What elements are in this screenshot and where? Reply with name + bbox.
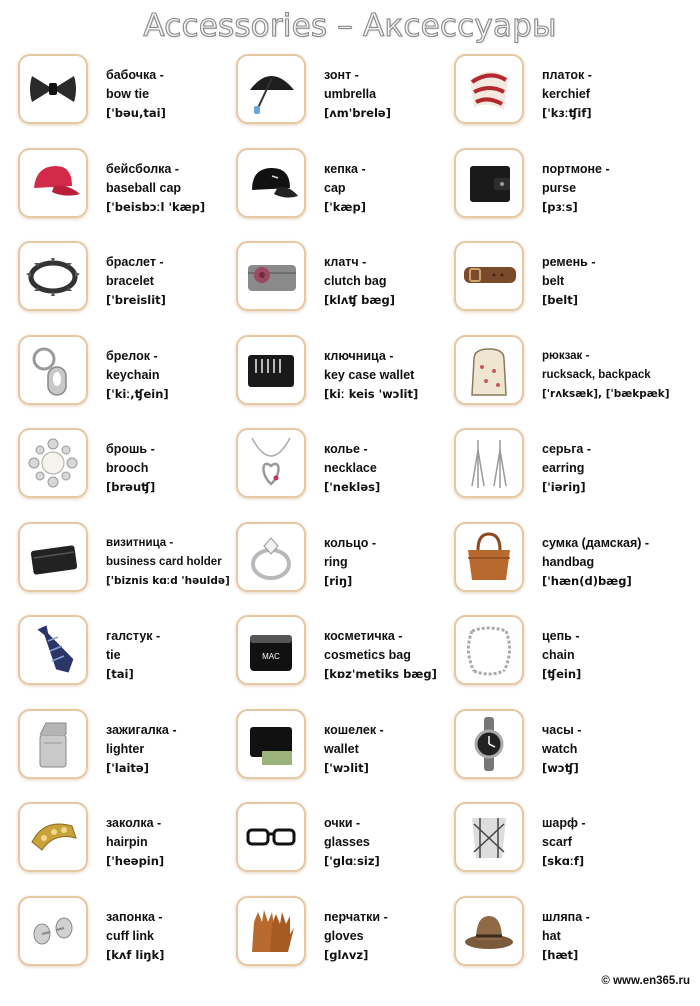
vocab-text bbox=[542, 440, 676, 497]
vocab-text bbox=[106, 66, 240, 123]
english-word: brooch bbox=[106, 461, 149, 475]
english-word: rucksack, backpack bbox=[542, 368, 651, 381]
vocab-item bbox=[454, 522, 672, 616]
vocab-text bbox=[106, 814, 240, 871]
ring-icon bbox=[236, 522, 306, 592]
vocab-item bbox=[236, 896, 454, 990]
english-word: keychain bbox=[106, 367, 160, 382]
transcription: [skɑːf] bbox=[542, 854, 585, 868]
vocab-text bbox=[324, 253, 458, 310]
vocab-text bbox=[324, 66, 458, 123]
svg-text:MAC: MAC bbox=[262, 652, 280, 661]
vocab-item bbox=[236, 428, 454, 522]
vocab-text bbox=[106, 253, 240, 310]
english-word: lighter bbox=[106, 741, 145, 756]
russian-word: колье - bbox=[324, 442, 368, 456]
transcription: ['wɔlit] bbox=[324, 760, 369, 775]
vocab-item bbox=[454, 428, 672, 522]
wallet-icon bbox=[236, 709, 306, 779]
english-word: ring bbox=[324, 554, 348, 569]
transcription: ['heəpin] bbox=[106, 854, 165, 868]
english-word: bow tie bbox=[106, 87, 150, 101]
english-word: belt bbox=[542, 274, 565, 288]
brooch-icon bbox=[18, 428, 88, 498]
vocab-text bbox=[106, 440, 240, 497]
transcription: [tai] bbox=[106, 667, 134, 681]
gloves-icon bbox=[236, 896, 306, 966]
cosmetics-bag-icon bbox=[236, 615, 306, 685]
russian-word: перчатки - bbox=[324, 909, 388, 924]
russian-word: шарф - bbox=[542, 816, 586, 830]
english-word: hat bbox=[542, 928, 561, 943]
vocab-item bbox=[454, 709, 672, 803]
transcription: [brəuʧ] bbox=[106, 480, 156, 494]
english-word: cuff link bbox=[106, 928, 154, 943]
russian-word: ремень - bbox=[542, 255, 596, 269]
kerchief-icon bbox=[454, 54, 524, 124]
vocab-item bbox=[18, 896, 236, 990]
vocab-text bbox=[106, 347, 240, 404]
necklace-icon bbox=[236, 428, 306, 498]
english-word: kerchief bbox=[542, 87, 590, 101]
vocab-item bbox=[454, 54, 672, 148]
purse-icon bbox=[454, 148, 524, 218]
handbag-icon bbox=[454, 522, 524, 592]
vocab-text bbox=[324, 627, 458, 684]
vocab-item bbox=[18, 335, 236, 429]
russian-word: заколка - bbox=[106, 816, 162, 830]
copyright-text: © www.en365.ru bbox=[601, 975, 690, 987]
vocab-item bbox=[236, 522, 454, 616]
russian-word: шляпа - bbox=[542, 909, 590, 924]
russian-word: брошь - bbox=[106, 442, 155, 456]
vocab-item bbox=[18, 709, 236, 803]
glasses-icon bbox=[236, 802, 306, 872]
english-word: glasses bbox=[324, 835, 370, 849]
transcription: ['laitə] bbox=[106, 760, 149, 775]
clutch-bag-icon bbox=[236, 241, 306, 311]
english-word: tie bbox=[106, 648, 121, 662]
vocab-item bbox=[18, 148, 236, 242]
russian-word: серьга - bbox=[542, 442, 592, 456]
english-word: baseball cap bbox=[106, 180, 182, 195]
english-word: business card holder bbox=[106, 555, 222, 568]
english-word: key case wallet bbox=[324, 367, 415, 382]
english-word: cosmetics bag bbox=[324, 648, 411, 662]
vocab-item bbox=[454, 335, 672, 429]
russian-word: бейсболка - bbox=[106, 161, 179, 176]
bracelet-icon bbox=[18, 241, 88, 311]
transcription: [glʌvz] bbox=[324, 947, 369, 962]
vocab-item bbox=[18, 615, 236, 709]
vocab-text bbox=[324, 347, 458, 404]
vocab-text bbox=[106, 534, 240, 591]
russian-word: галстук - bbox=[106, 629, 161, 643]
russian-word: платок - bbox=[542, 68, 592, 82]
transcription: ['kiː,ʧein] bbox=[106, 386, 169, 401]
english-word: umbrella bbox=[324, 87, 377, 101]
vocab-text bbox=[324, 534, 458, 591]
vocab-text bbox=[106, 721, 240, 778]
vocab-text bbox=[106, 908, 240, 965]
english-word: scarf bbox=[542, 835, 572, 849]
chain-icon bbox=[454, 615, 524, 685]
vocab-text bbox=[542, 347, 676, 404]
vocab-item bbox=[236, 615, 454, 709]
scarf-icon bbox=[454, 802, 524, 872]
transcription: [kɒz'metiks bæg] bbox=[324, 667, 437, 681]
vocab-text bbox=[542, 160, 676, 217]
vocab-text bbox=[324, 814, 458, 871]
transcription: [pɜːs] bbox=[542, 199, 578, 214]
transcription: ['rʌksæk], ['bækpæk] bbox=[542, 387, 670, 400]
vocab-item bbox=[236, 709, 454, 803]
vocab-item bbox=[236, 802, 454, 896]
vocab-item bbox=[236, 54, 454, 148]
transcription: [klʌʧ bæg] bbox=[324, 293, 395, 307]
backpack-icon bbox=[454, 335, 524, 405]
english-word: handbag bbox=[542, 554, 595, 569]
vocab-text bbox=[106, 160, 240, 217]
english-word: earring bbox=[542, 461, 585, 475]
russian-word: визитница - bbox=[106, 536, 174, 549]
english-word: clutch bag bbox=[324, 274, 387, 288]
hat-icon bbox=[454, 896, 524, 966]
vocab-item bbox=[454, 802, 672, 896]
page-title: Accessories – Аксессуары bbox=[143, 8, 557, 44]
vocab-item bbox=[18, 54, 236, 148]
vocab-item bbox=[454, 148, 672, 242]
russian-word: зонт - bbox=[324, 68, 359, 82]
russian-word: зажигалка - bbox=[106, 722, 177, 737]
english-word: gloves bbox=[324, 928, 364, 943]
vocab-item bbox=[454, 241, 672, 335]
russian-word: цепь - bbox=[542, 629, 580, 643]
keychain-icon bbox=[18, 335, 88, 405]
transcription: ['kæp] bbox=[324, 199, 366, 214]
vocab-text bbox=[542, 721, 676, 778]
english-word: purse bbox=[542, 180, 577, 195]
bow-tie-icon bbox=[18, 54, 88, 124]
transcription: [ʌm'brelə] bbox=[324, 106, 391, 120]
russian-word: брелок - bbox=[106, 348, 158, 363]
vocab-text bbox=[542, 814, 676, 871]
vocab-text bbox=[324, 721, 458, 778]
vocab-text bbox=[542, 253, 676, 310]
english-word: chain bbox=[542, 648, 575, 662]
transcription: ['kɜːʧif] bbox=[542, 106, 592, 120]
transcription: ['breislit] bbox=[106, 293, 166, 307]
russian-word: очки - bbox=[324, 816, 361, 830]
vocab-text bbox=[542, 627, 676, 684]
russian-word: рюкзак - bbox=[542, 349, 590, 362]
russian-word: косметичка - bbox=[324, 629, 403, 643]
vocab-item bbox=[18, 428, 236, 522]
umbrella-icon bbox=[236, 54, 306, 124]
transcription: ['bəu,tai] bbox=[106, 106, 166, 120]
vocab-text bbox=[542, 66, 676, 123]
transcription: [kiː keis 'wɔlit] bbox=[324, 386, 419, 401]
watch-icon bbox=[454, 709, 524, 779]
english-word: cap bbox=[324, 180, 346, 195]
transcription: [riŋ] bbox=[324, 573, 353, 588]
transcription: ['nekləs] bbox=[324, 480, 381, 494]
vocab-item bbox=[454, 615, 672, 709]
vocab-text bbox=[324, 908, 458, 965]
russian-word: браслет - bbox=[106, 255, 164, 269]
cap-icon bbox=[236, 148, 306, 218]
russian-word: сумка (дамская) - bbox=[542, 535, 650, 550]
russian-word: часы - bbox=[542, 722, 582, 737]
transcription: ['iəriŋ] bbox=[542, 480, 586, 494]
transcription: [hæt] bbox=[542, 947, 579, 962]
transcription: ['glɑːsiz] bbox=[324, 854, 380, 868]
transcription: [wɔʧ] bbox=[542, 760, 579, 775]
vocab-text bbox=[542, 534, 676, 591]
transcription: [kʌf liŋk] bbox=[106, 947, 165, 962]
english-word: hairpin bbox=[106, 835, 148, 849]
english-word: watch bbox=[542, 741, 578, 756]
cuff-link-icon bbox=[18, 896, 88, 966]
transcription: ['beisbɔːl 'kæp] bbox=[106, 199, 206, 214]
transcription: [belt] bbox=[542, 293, 578, 307]
vocab-text bbox=[542, 908, 676, 965]
transcription: [ʧein] bbox=[542, 667, 582, 681]
russian-word: кольцо - bbox=[324, 535, 376, 550]
key-case-wallet-icon bbox=[236, 335, 306, 405]
russian-word: бабочка - bbox=[106, 68, 164, 82]
vocab-text bbox=[324, 160, 458, 217]
russian-word: запонка - bbox=[106, 909, 163, 924]
vocabulary-grid bbox=[18, 54, 698, 989]
vocab-item bbox=[236, 241, 454, 335]
vocab-text bbox=[324, 440, 458, 497]
transcription: ['hæn(d)bæg] bbox=[542, 573, 632, 588]
tie-icon bbox=[18, 615, 88, 685]
belt-icon bbox=[454, 241, 524, 311]
vocab-item bbox=[18, 522, 236, 616]
english-word: wallet bbox=[324, 741, 359, 756]
english-word: necklace bbox=[324, 461, 377, 475]
baseball-cap-icon bbox=[18, 148, 88, 218]
vocab-text bbox=[106, 627, 240, 684]
russian-word: кепка - bbox=[324, 161, 366, 176]
russian-word: кошелек - bbox=[324, 722, 384, 737]
transcription: ['biznis kɑːd 'həuldə] bbox=[106, 574, 230, 587]
vocab-item bbox=[18, 241, 236, 335]
english-word: bracelet bbox=[106, 274, 154, 288]
vocab-item bbox=[18, 802, 236, 896]
russian-word: клатч - bbox=[324, 255, 367, 269]
hairpin-icon bbox=[18, 802, 88, 872]
russian-word: ключница - bbox=[324, 348, 394, 363]
vocab-item bbox=[236, 335, 454, 429]
russian-word: портмоне - bbox=[542, 161, 610, 176]
lighter-icon bbox=[18, 709, 88, 779]
earring-icon bbox=[454, 428, 524, 498]
card-holder-icon bbox=[18, 522, 88, 592]
vocab-item bbox=[236, 148, 454, 242]
